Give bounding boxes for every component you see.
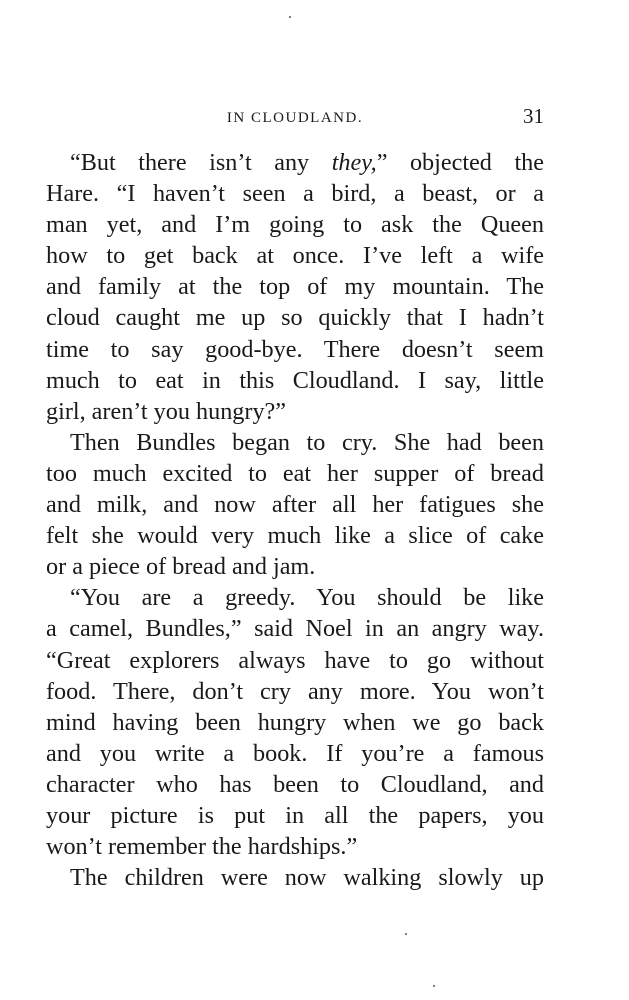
text-line: a camel, Bundles,” said Noel in an angry way.: [46, 615, 544, 643]
text-line: and milk, and now after all her fatigues she: [46, 491, 544, 519]
text-line: food. There, don’t cry any more. You won’t: [46, 677, 544, 705]
text-line: how to get back at once. I’ve left a wife: [46, 242, 544, 270]
text-line: time to say good-bye. There doesn’t seem: [46, 335, 544, 363]
text-line: girl, aren’t you hungry?”: [46, 397, 287, 425]
text-line: or a piece of bread and jam.: [46, 553, 316, 581]
text-line: [46, 147, 544, 178]
text-line: mind having been hungry when we go back: [46, 708, 544, 736]
text-line: Hare. “I haven’t seen a bird, a beast, or a: [46, 180, 544, 208]
running-title: IN CLOUDLAND.: [226, 110, 364, 126]
text-line: The children were now walking slowly up: [70, 864, 544, 892]
paper-speck: [433, 985, 435, 987]
text-line: won’t remember the hardships.”: [46, 833, 358, 861]
text-line: character who has been to Cloudland, and: [46, 770, 544, 798]
text-line: “You are a greedy. You should be like: [70, 584, 544, 612]
text-line: too much excited to eat her supper of bread: [46, 459, 544, 487]
text-line: and family at the top of my mountain. The: [46, 273, 544, 301]
body-text: [46, 147, 544, 893]
text-line: “Great explorers always have to go without: [46, 646, 544, 674]
text-line: man yet, and I’m going to ask the Queen: [46, 211, 544, 239]
paper-speck: [289, 16, 291, 18]
text-line: and you write a book. If you’re a famous: [46, 739, 544, 767]
text-line: Then Bundles began to cry. She had been: [70, 428, 544, 456]
page-number: 31: [523, 104, 544, 128]
text-line: felt she would very much like a slice of cake: [46, 522, 544, 550]
paper-speck: [405, 933, 407, 935]
text-line: your picture is put in all the papers, you: [46, 801, 544, 829]
text-line-start: “But there isn’t any: [70, 149, 332, 176]
emphasized-word: they,: [331, 149, 377, 176]
text-line: much to eat in this Cloudland. I say, little: [46, 366, 544, 394]
text-line: cloud caught me up so quickly that I hadn’t: [46, 304, 544, 332]
running-head: [46, 104, 544, 132]
text-line-end: ” objected the: [376, 149, 544, 176]
